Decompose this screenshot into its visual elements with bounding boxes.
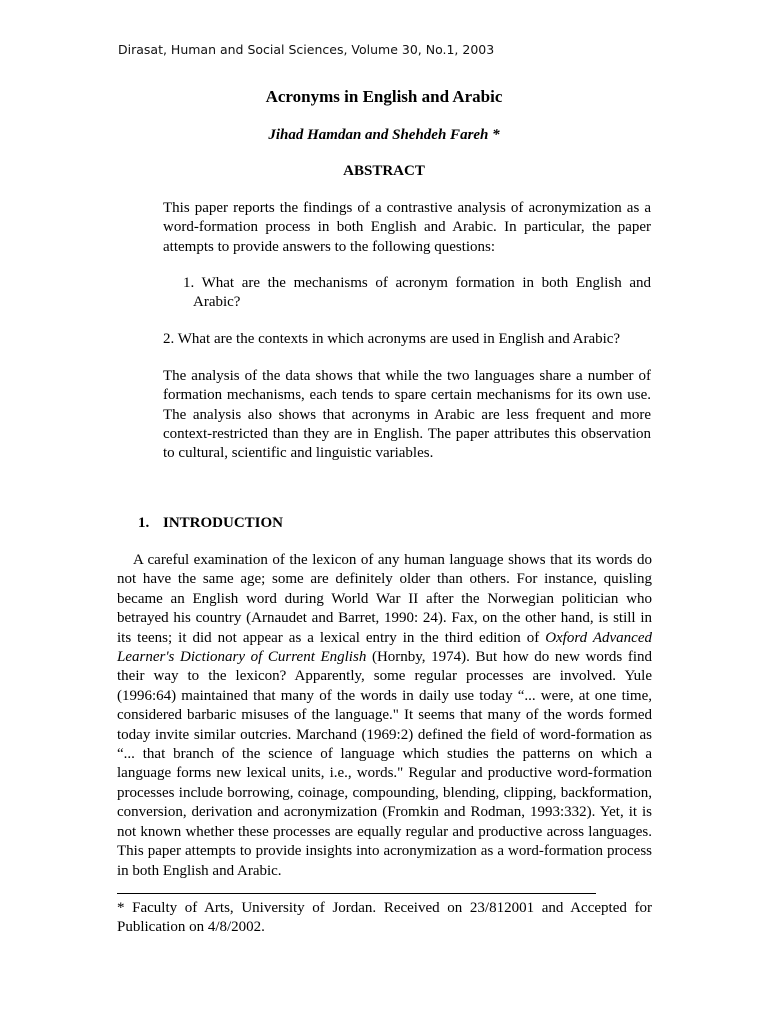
footnote: * Faculty of Arts, University of Jordan. Received on 23/812001 and Accepted for Publication on 4/8/2002. [117, 900, 652, 936]
intro-text-part-1: A careful examination of the lexicon of any human language shows that its words do not have the same age; some are definitely older than others. For instance, quisling became an English word during World War II after the Norwegian politician who betrayed his country (Arnaudet and Barret, 1990: 24). Fax, on the other hand, is still in its teens; it did not appear as a lexical entry in the third edition of [117, 552, 652, 646]
abstract-intro: This paper reports the findings of a contrastive analysis of acronymization as a word-formation process in both English and Arabic. In particular, the paper attempts to provide answers to the following questions: [163, 200, 651, 255]
paper-title: Acronyms in English and Arabic [265, 87, 503, 106]
intro-text-part-2: (Hornby, 1974). But how do new words find their way to the lexicon? Apparently, some regular processes are involved. Yule (1996:64) maintained that many of the words in daily use today “... were, at one time, considered barbaric misuses of the language." It seems that many of the words formed today invite similar outcries. Marchand (1969:2) defined the field of word-formation as “... that branch of the science of language which studies the patterns on which a language forms new lexical units, i.e., words." Regular and productive word-formation processes include borrowing, coinage, compounding, blending, clipping, backformation, conversion, derivation and acronymization (Fromkin and Rodman, 1993:332). Yet, it is not known whether these processes are equally regular and productive across languages. This paper attempts to provide insights into acronymization as a word-formation process in both English and Arabic. [117, 649, 652, 879]
abstract-findings: The analysis of the data shows that while the two languages share a number of formation mechanisms, each tends to spare certain mechanisms for its own use. The analysis also shows that acronyms in Arabic are less frequent and more context-restricted than they are in English. The paper attributes this observation to cultural, scientific and linguistic variables. [163, 368, 651, 462]
abstract-heading: ABSTRACT [343, 163, 425, 179]
section-number: 1. [138, 515, 150, 531]
running-head: Dirasat, Human and Social Sciences, Volume 30, No.1, 2003 [118, 42, 495, 57]
section-title: INTRODUCTION [163, 515, 284, 531]
introduction-paragraph [117, 551, 652, 881]
abstract-question-2: 2. What are the contexts in which acronyms are used in English and Arabic? [163, 331, 621, 347]
dictionary-title: Oxford Advanced Learner's Dictionary of Current English [117, 629, 652, 666]
author-line: Jihad Hamdan and Shehdeh Fareh * [268, 127, 500, 143]
abstract-question-1: 1. What are the mechanisms of acronym formation in both English and Arabic? [183, 275, 651, 311]
footnote-separator [117, 893, 596, 894]
section-heading [138, 515, 283, 532]
